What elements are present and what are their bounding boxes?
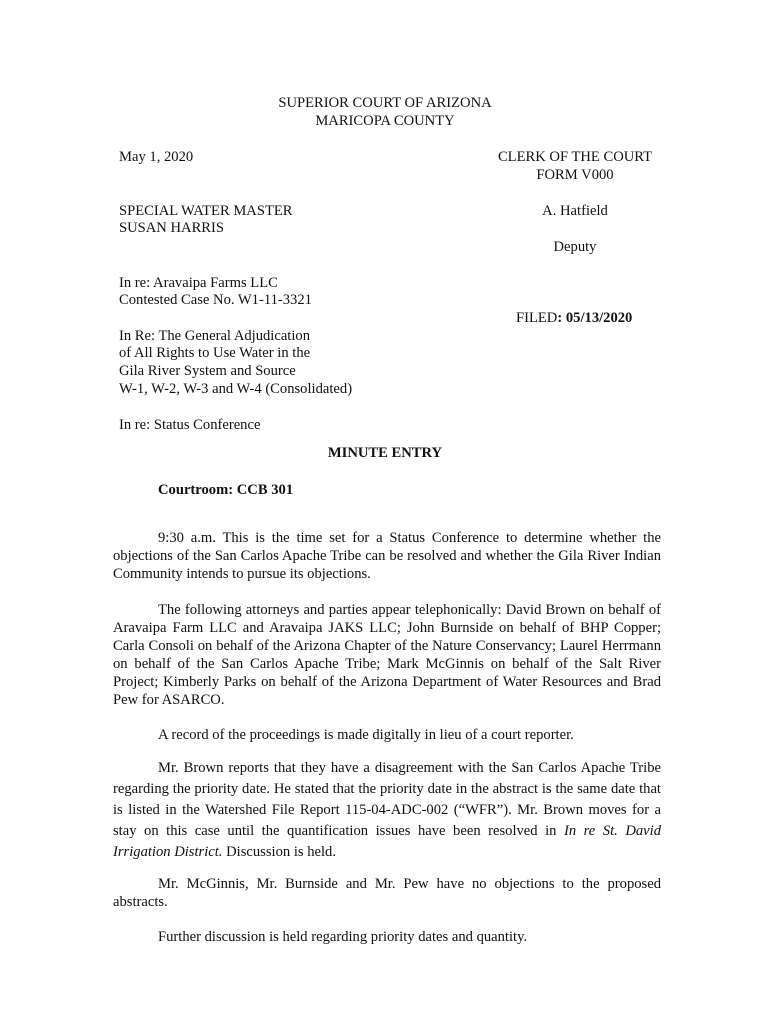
paragraph-attorneys: [113, 601, 661, 709]
document-date: May 1, 2020: [119, 149, 194, 165]
paragraph-text: Discussion is held.: [222, 843, 336, 860]
filed-date: : 05/13/2020: [557, 310, 633, 326]
clerk-name: A. Hatfield: [542, 203, 608, 219]
inre-party: In re: Aravaipa Farms LLC: [119, 275, 278, 291]
case-number: Contested Case No. W1-11-3321: [119, 292, 312, 308]
clerk-of-court: CLERK OF THE COURT: [497, 149, 653, 165]
paragraph-brown-report: [113, 758, 661, 863]
paragraph-text: A record of the proceedings is made digitally in lieu of a court reporter.: [158, 726, 574, 743]
paragraph-text: Mr. Brown reports that they have a disagreement with the San Carlos Apache Tribe regarding the priority date. He stated that the priority date in the abstract is the same date that is listed in the Watershed File Report 115-04-ADC-002 (“WFR”). Mr. Brown moves for a stay on this case until the quantification issues have been resolved in: [113, 759, 661, 839]
court-name: SUPERIOR COURT OF ARIZONA: [278, 95, 492, 111]
adjudication-line: W-1, W-2, W-3 and W-4 (Consolidated): [119, 381, 353, 397]
adjudication-line: In Re: The General Adjudication: [119, 328, 311, 344]
case-citation: In re St. David Irrigation District.: [113, 822, 661, 860]
filed-label: FILED: [516, 310, 558, 326]
form-number: FORM V000: [536, 167, 614, 183]
paragraph-further-discussion: [113, 928, 661, 946]
paragraph-record: [113, 726, 661, 744]
paragraph-text: The following attorneys and parties appear telephonically: David Brown on behalf of Aravaipa Farm LLC and Aravaipa JAKS LLC; John Burnside on behalf of BHP Copper; Carla Consoli on behalf of the Arizona Chapter of the Nature Conservancy; Laurel Herrmann on behalf of the San Carlos Apache Tribe; Mark McGinnis on behalf of the Salt River Project; Kimberly Parks on behalf of the Arizona Department of Water Resources and Brad Pew for ASARCO.: [113, 601, 661, 708]
inre-status: In re: Status Conference: [119, 417, 261, 433]
paragraph-text: Mr. McGinnis, Mr. Burnside and Mr. Pew have no objections to the proposed abstracts.: [113, 875, 661, 910]
filed-stamp: [516, 309, 632, 327]
adjudication-line: Gila River System and Source: [119, 363, 296, 379]
paragraph-time-set: [113, 529, 661, 583]
master-name: SUSAN HARRIS: [119, 220, 225, 236]
county-name: MARICOPA COUNTY: [315, 113, 455, 129]
paragraph-text: Further discussion is held regarding priority dates and quantity.: [158, 928, 528, 945]
adjudication-line: of All Rights to Use Water in the: [119, 345, 311, 361]
courtroom-label: Courtroom: CCB 301: [158, 482, 294, 498]
minute-entry-title: MINUTE ENTRY: [327, 445, 443, 461]
paragraph-text: 9:30 a.m. This is the time set for a Status Conference to determine whether the objections of the San Carlos Apache Tribe can be resolved and whether the Gila River Indian Community intends to pursue its objections.: [113, 529, 661, 582]
deputy-label: Deputy: [553, 239, 597, 255]
master-title: SPECIAL WATER MASTER: [119, 203, 293, 219]
paragraph-no-objections: [113, 875, 661, 911]
